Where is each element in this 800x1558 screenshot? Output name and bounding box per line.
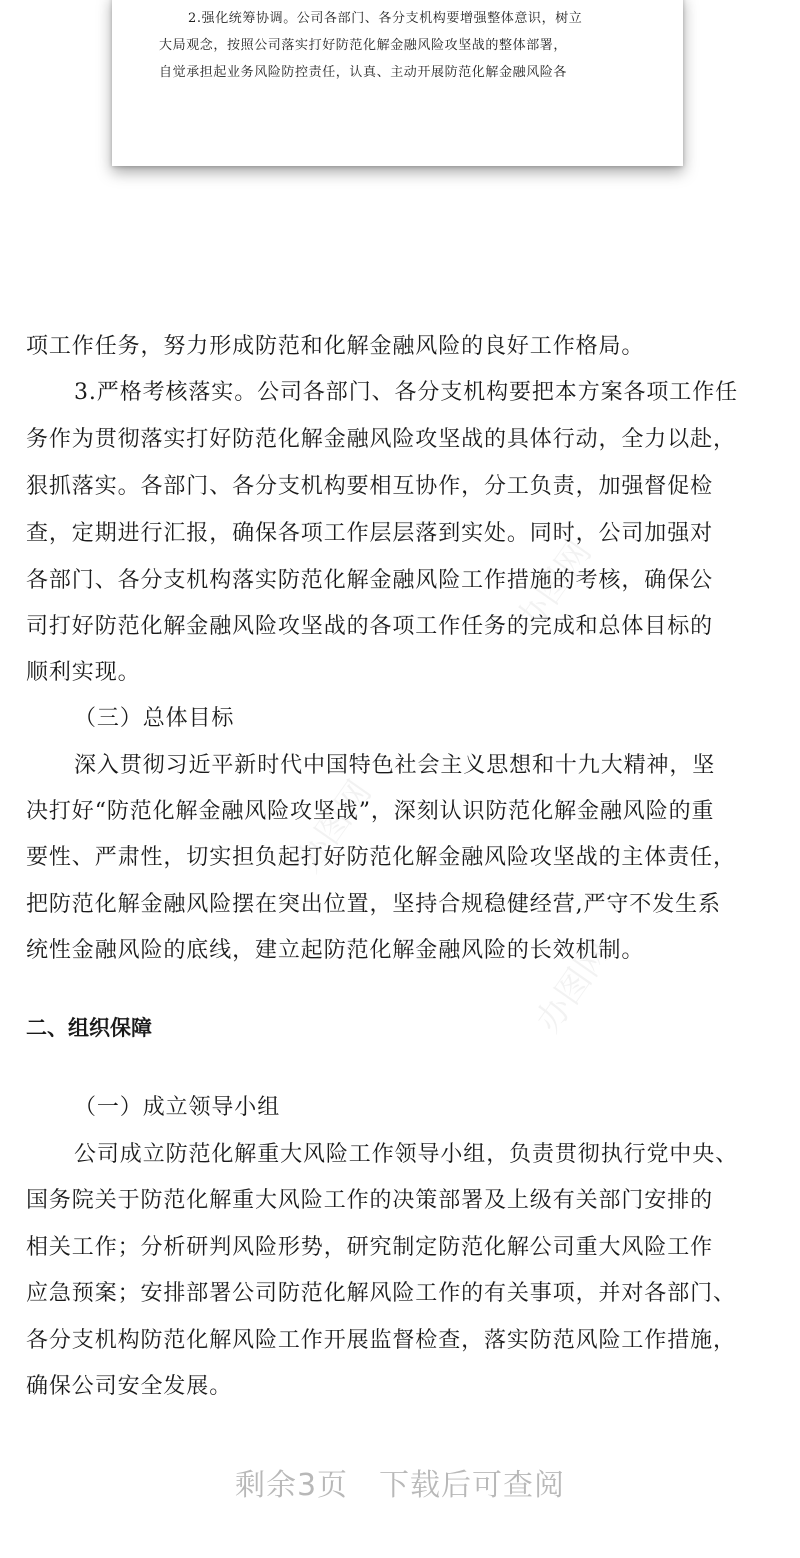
watermark: 办图网 bbox=[508, 533, 600, 640]
preview-line: 自觉承担起业务风险防控责任，认真、主动开展防范化解金融风险各 bbox=[159, 65, 568, 80]
paragraph-line: 把防范化解金融风险摆在突出位置，坚持合规稳健经营,严守不发生系 bbox=[26, 892, 721, 917]
paragraph-line: 务作为贯彻落实打好防范化解金融风险攻坚战的具体行动，全力以赴， bbox=[26, 427, 736, 452]
watermark: 办图网 bbox=[528, 933, 620, 1040]
paragraph-line: 3.严格考核落实。公司各部门、各分支机构要把本方案各项工作任 bbox=[74, 380, 738, 405]
paragraph-line: 司打好防范化解金融风险攻坚战的各项工作任务的完成和总体目标的 bbox=[26, 614, 714, 639]
paragraph-line: 国务院关于防范化解重大风险工作的决策部署及上级有关部门安排的 bbox=[26, 1188, 714, 1213]
paragraph-line: 各分支机构防范化解风险工作开展监督检查，落实防范风险工作措施， bbox=[26, 1328, 736, 1353]
preview-line: 大局观念，按照公司落实打好防范化解金融风险攻坚战的整体部署， bbox=[159, 38, 568, 53]
paragraph-line: 各部门、各分支机构落实防范化解金融风险工作措施的考核，确保公 bbox=[26, 568, 714, 593]
paragraph-line: 确保公司安全发展。 bbox=[26, 1374, 233, 1399]
download-remaining-notice[interactable]: 剩余3页 下载后可查阅 bbox=[234, 1468, 566, 1503]
subsection-title: （三）总体目标 bbox=[74, 706, 235, 731]
paragraph-line: 深入贯彻习近平新时代中国特色社会主义思想和十九大精神，坚 bbox=[74, 753, 716, 778]
page-preview-card bbox=[112, 0, 683, 166]
paragraph-line: 狠抓落实。各部门、各分支机构要相互协作，分工负责，加强督促检 bbox=[26, 474, 714, 499]
paragraph-line: 相关工作；分析研判风险形势，研究制定防范化解公司重大风险工作 bbox=[26, 1235, 714, 1260]
paragraph-line: 查，定期进行汇报，确保各项工作层层落到实处。同时，公司加强对 bbox=[26, 521, 714, 546]
paragraph-line: 公司成立防范化解重大风险工作领导小组，负责贯彻执行党中央、 bbox=[74, 1142, 739, 1167]
preview-line: 2.强化统筹协调。公司各部门、各分支机构要增强整体意识，树立 bbox=[188, 11, 583, 26]
section-heading: 二、组织保障 bbox=[26, 1016, 152, 1040]
subsection-title: （一）成立领导小组 bbox=[74, 1095, 281, 1120]
paragraph-line: 顺利实现。 bbox=[26, 660, 141, 685]
paragraph-line: 决打好“防范化解金融风险攻坚战”，深刻认识防范化解金融风险的重 bbox=[26, 799, 715, 824]
paragraph-line: 统性金融风险的底线，建立起防范化解金融风险的长效机制。 bbox=[26, 938, 645, 963]
watermark: 办图网 bbox=[288, 773, 380, 880]
paragraph-line: 要性、严肃性，切实担负起打好防范化解金融风险攻坚战的主体责任， bbox=[26, 845, 736, 870]
paragraph-line: 应急预案；安排部署公司防范化解风险工作的有关事项，并对各部门、 bbox=[26, 1281, 736, 1306]
paragraph-line: 项工作任务，努力形成防范和化解金融风险的良好工作格局。 bbox=[26, 334, 645, 359]
